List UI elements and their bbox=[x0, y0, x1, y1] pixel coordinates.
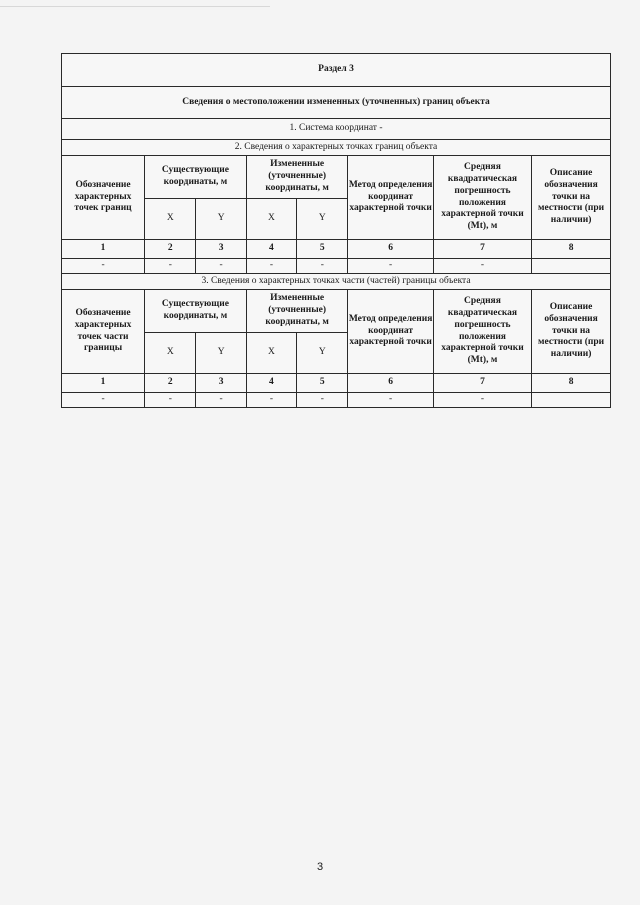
block2-col-changed: Измененные (уточненные) координаты, м bbox=[246, 290, 348, 333]
block1-value-cell: - bbox=[196, 259, 246, 274]
block1-title: 2. Сведения о характерных точках границ объекта bbox=[62, 140, 611, 156]
block2-existing-x: X bbox=[145, 333, 196, 374]
block2-value-cell: - bbox=[196, 393, 246, 408]
block2-existing-y: Y bbox=[196, 333, 246, 374]
block1-num-cell: 2 bbox=[145, 240, 196, 259]
block1-num-cell: 6 bbox=[348, 240, 433, 259]
section-3-table bbox=[61, 53, 611, 408]
block2-col-accuracy: Средняя квадратическая погрешность положения характерной точки (Mt), м bbox=[433, 290, 531, 374]
block2-value-cell: - bbox=[297, 393, 348, 408]
page-number: 3 bbox=[316, 861, 324, 873]
block2-value-cell: - bbox=[348, 393, 433, 408]
block2-col-existing: Существующие координаты, м bbox=[145, 290, 247, 333]
block1-col-existing: Существующие координаты, м bbox=[145, 156, 247, 199]
block1-value-cell: - bbox=[348, 259, 433, 274]
block2-num-cell: 1 bbox=[62, 374, 145, 393]
block2-num-cell: 2 bbox=[145, 374, 196, 393]
block1-value-cell: - bbox=[297, 259, 348, 274]
block1-number-row bbox=[62, 240, 611, 259]
block1-header-row bbox=[62, 156, 611, 199]
section-subtitle-row bbox=[62, 87, 611, 119]
block1-col-description: Описание обозначения точки на местности (при наличии) bbox=[532, 156, 611, 240]
block1-num-cell: 7 bbox=[433, 240, 531, 259]
block2-col-method: Метод определения координат характерной точки bbox=[348, 290, 433, 374]
block1-changed-y: Y bbox=[297, 199, 348, 240]
block2-header-row bbox=[62, 290, 611, 333]
block1-value-cell: - bbox=[246, 259, 296, 274]
block1-num-cell: 4 bbox=[246, 240, 296, 259]
block2-num-cell: 5 bbox=[297, 374, 348, 393]
section-title: Раздел 3 bbox=[62, 54, 611, 87]
block1-value-cell: - bbox=[433, 259, 531, 274]
block1-value-cell: - bbox=[62, 259, 145, 274]
block1-title-row bbox=[62, 140, 611, 156]
scan-artifact-line bbox=[0, 6, 270, 7]
block2-value-row bbox=[62, 393, 611, 408]
block2-num-cell: 6 bbox=[348, 374, 433, 393]
block1-num-cell: 8 bbox=[532, 240, 611, 259]
block1-value-row bbox=[62, 259, 611, 274]
block2-value-cell: - bbox=[246, 393, 296, 408]
block2-title: 3. Сведения о характерных точках части (частей) границы объекта bbox=[62, 274, 611, 290]
block1-changed-x: X bbox=[246, 199, 296, 240]
block1-col-changed: Измененные (уточненные) координаты, м bbox=[246, 156, 348, 199]
block2-num-cell: 3 bbox=[196, 374, 246, 393]
block1-value-cell: - bbox=[145, 259, 196, 274]
block2-value-cell: - bbox=[433, 393, 531, 408]
block1-col-method: Метод определения координат характерной точки bbox=[348, 156, 433, 240]
block2-value-cell: - bbox=[62, 393, 145, 408]
block1-col-accuracy: Средняя квадратическая погрешность положения характерной точки (Mt), м bbox=[433, 156, 531, 240]
coord-system: 1. Система координат - bbox=[62, 119, 611, 140]
block2-col-description: Описание обозначения точки на местности (при наличии) bbox=[532, 290, 611, 374]
block1-col-designation: Обозначение характерных точек границ bbox=[62, 156, 145, 240]
block2-value-cell: - bbox=[145, 393, 196, 408]
block2-changed-x: X bbox=[246, 333, 296, 374]
block2-changed-y: Y bbox=[297, 333, 348, 374]
block1-num-cell: 3 bbox=[196, 240, 246, 259]
block1-num-cell: 1 bbox=[62, 240, 145, 259]
block2-num-cell: 7 bbox=[433, 374, 531, 393]
block2-title-row bbox=[62, 274, 611, 290]
block1-existing-y: Y bbox=[196, 199, 246, 240]
block1-value-cell bbox=[532, 259, 611, 274]
block2-value-cell bbox=[532, 393, 611, 408]
coord-system-row bbox=[62, 119, 611, 140]
block1-num-cell: 5 bbox=[297, 240, 348, 259]
block2-num-cell: 8 bbox=[532, 374, 611, 393]
block2-number-row bbox=[62, 374, 611, 393]
section-title-row bbox=[62, 54, 611, 87]
section-subtitle: Сведения о местоположении измененных (уточненных) границ объекта bbox=[62, 87, 611, 119]
block2-col-designation: Обозначение характерных точек части границы bbox=[62, 290, 145, 374]
block2-num-cell: 4 bbox=[246, 374, 296, 393]
block1-existing-x: X bbox=[145, 199, 196, 240]
